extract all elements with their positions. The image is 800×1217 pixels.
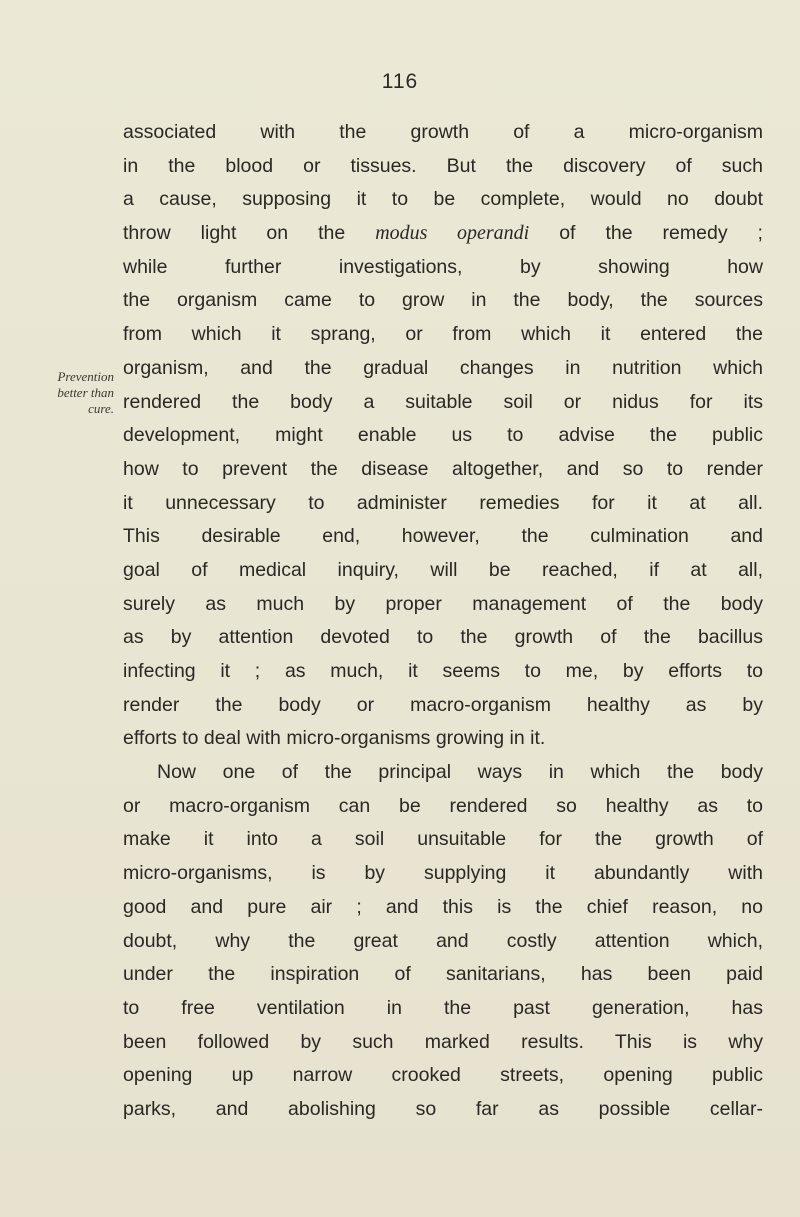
- text-line: a cause, supposing it to be complete, would no doubt: [123, 188, 763, 211]
- text-line: render the body or macro-organism healthy as by: [123, 693, 763, 716]
- text-line: from which it sprang, or from which it entered the: [123, 323, 763, 346]
- text-line: in the blood or tissues. But the discovery of such: [123, 154, 763, 177]
- text-line: efforts to deal with micro-organisms growing in it.: [123, 727, 546, 750]
- italic-phrase: modus operandi: [375, 222, 530, 245]
- text-line: Now one of the principal ways in which the body: [157, 761, 763, 784]
- text-line: rendered the body a suitable soil or nidus for its: [123, 390, 763, 413]
- text-line: surely as much by proper management of the body: [123, 592, 763, 615]
- text-line: as by attention devoted to the growth of the bacillus: [123, 626, 763, 649]
- text-line: to free ventilation in the past generation, has: [123, 996, 763, 1019]
- text-line: development, might enable us to advise the public: [123, 424, 763, 447]
- text-line: parks, and abolishing so far as possible cellar-: [123, 1097, 763, 1120]
- text-line: [123, 217, 763, 251]
- text-line: organism, and the gradual changes in nutrition which: [123, 356, 763, 379]
- text-line: associated with the growth of a micro-organism: [123, 121, 763, 143]
- text-line: doubt, why the great and costly attention which,: [123, 929, 763, 952]
- text-line: goal of medical inquiry, will be reached, if at all,: [123, 558, 763, 581]
- margin-note: [18, 369, 114, 417]
- text-line: while further investigations, by showing how: [123, 255, 763, 278]
- text-line: This desirable end, however, the culmination and: [123, 525, 763, 548]
- text-line: it unnecessary to administer remedies for it at all.: [123, 491, 763, 514]
- text-line: how to prevent the disease altogether, and so to render: [123, 457, 763, 480]
- body-text: [123, 116, 763, 1127]
- text-line: micro-organisms, is by supplying it abundantly with: [123, 862, 763, 885]
- text-line: good and pure air ; and this is the chief reason, no: [123, 895, 763, 918]
- text-segment: of the remedy ;: [529, 222, 763, 245]
- margin-note-line: Prevention: [57, 369, 114, 384]
- text-segment: throw light on the: [123, 222, 376, 245]
- text-line: or macro-organism can be rendered so healthy as to: [123, 794, 763, 817]
- margin-note-line: cure.: [88, 401, 114, 416]
- text-line: under the inspiration of sanitarians, has been paid: [123, 963, 763, 986]
- margin-note-line: better than: [57, 385, 114, 400]
- text-line: opening up narrow crooked streets, opening public: [123, 1064, 763, 1087]
- page-number: 116: [381, 70, 419, 93]
- text-line: make it into a soil unsuitable for the growth of: [123, 828, 763, 851]
- text-line: been followed by such marked results. This is why: [123, 1030, 763, 1053]
- text-line: infecting it ; as much, it seems to me, by efforts to: [123, 660, 763, 682]
- text-line: the organism came to grow in the body, the sources: [123, 289, 763, 312]
